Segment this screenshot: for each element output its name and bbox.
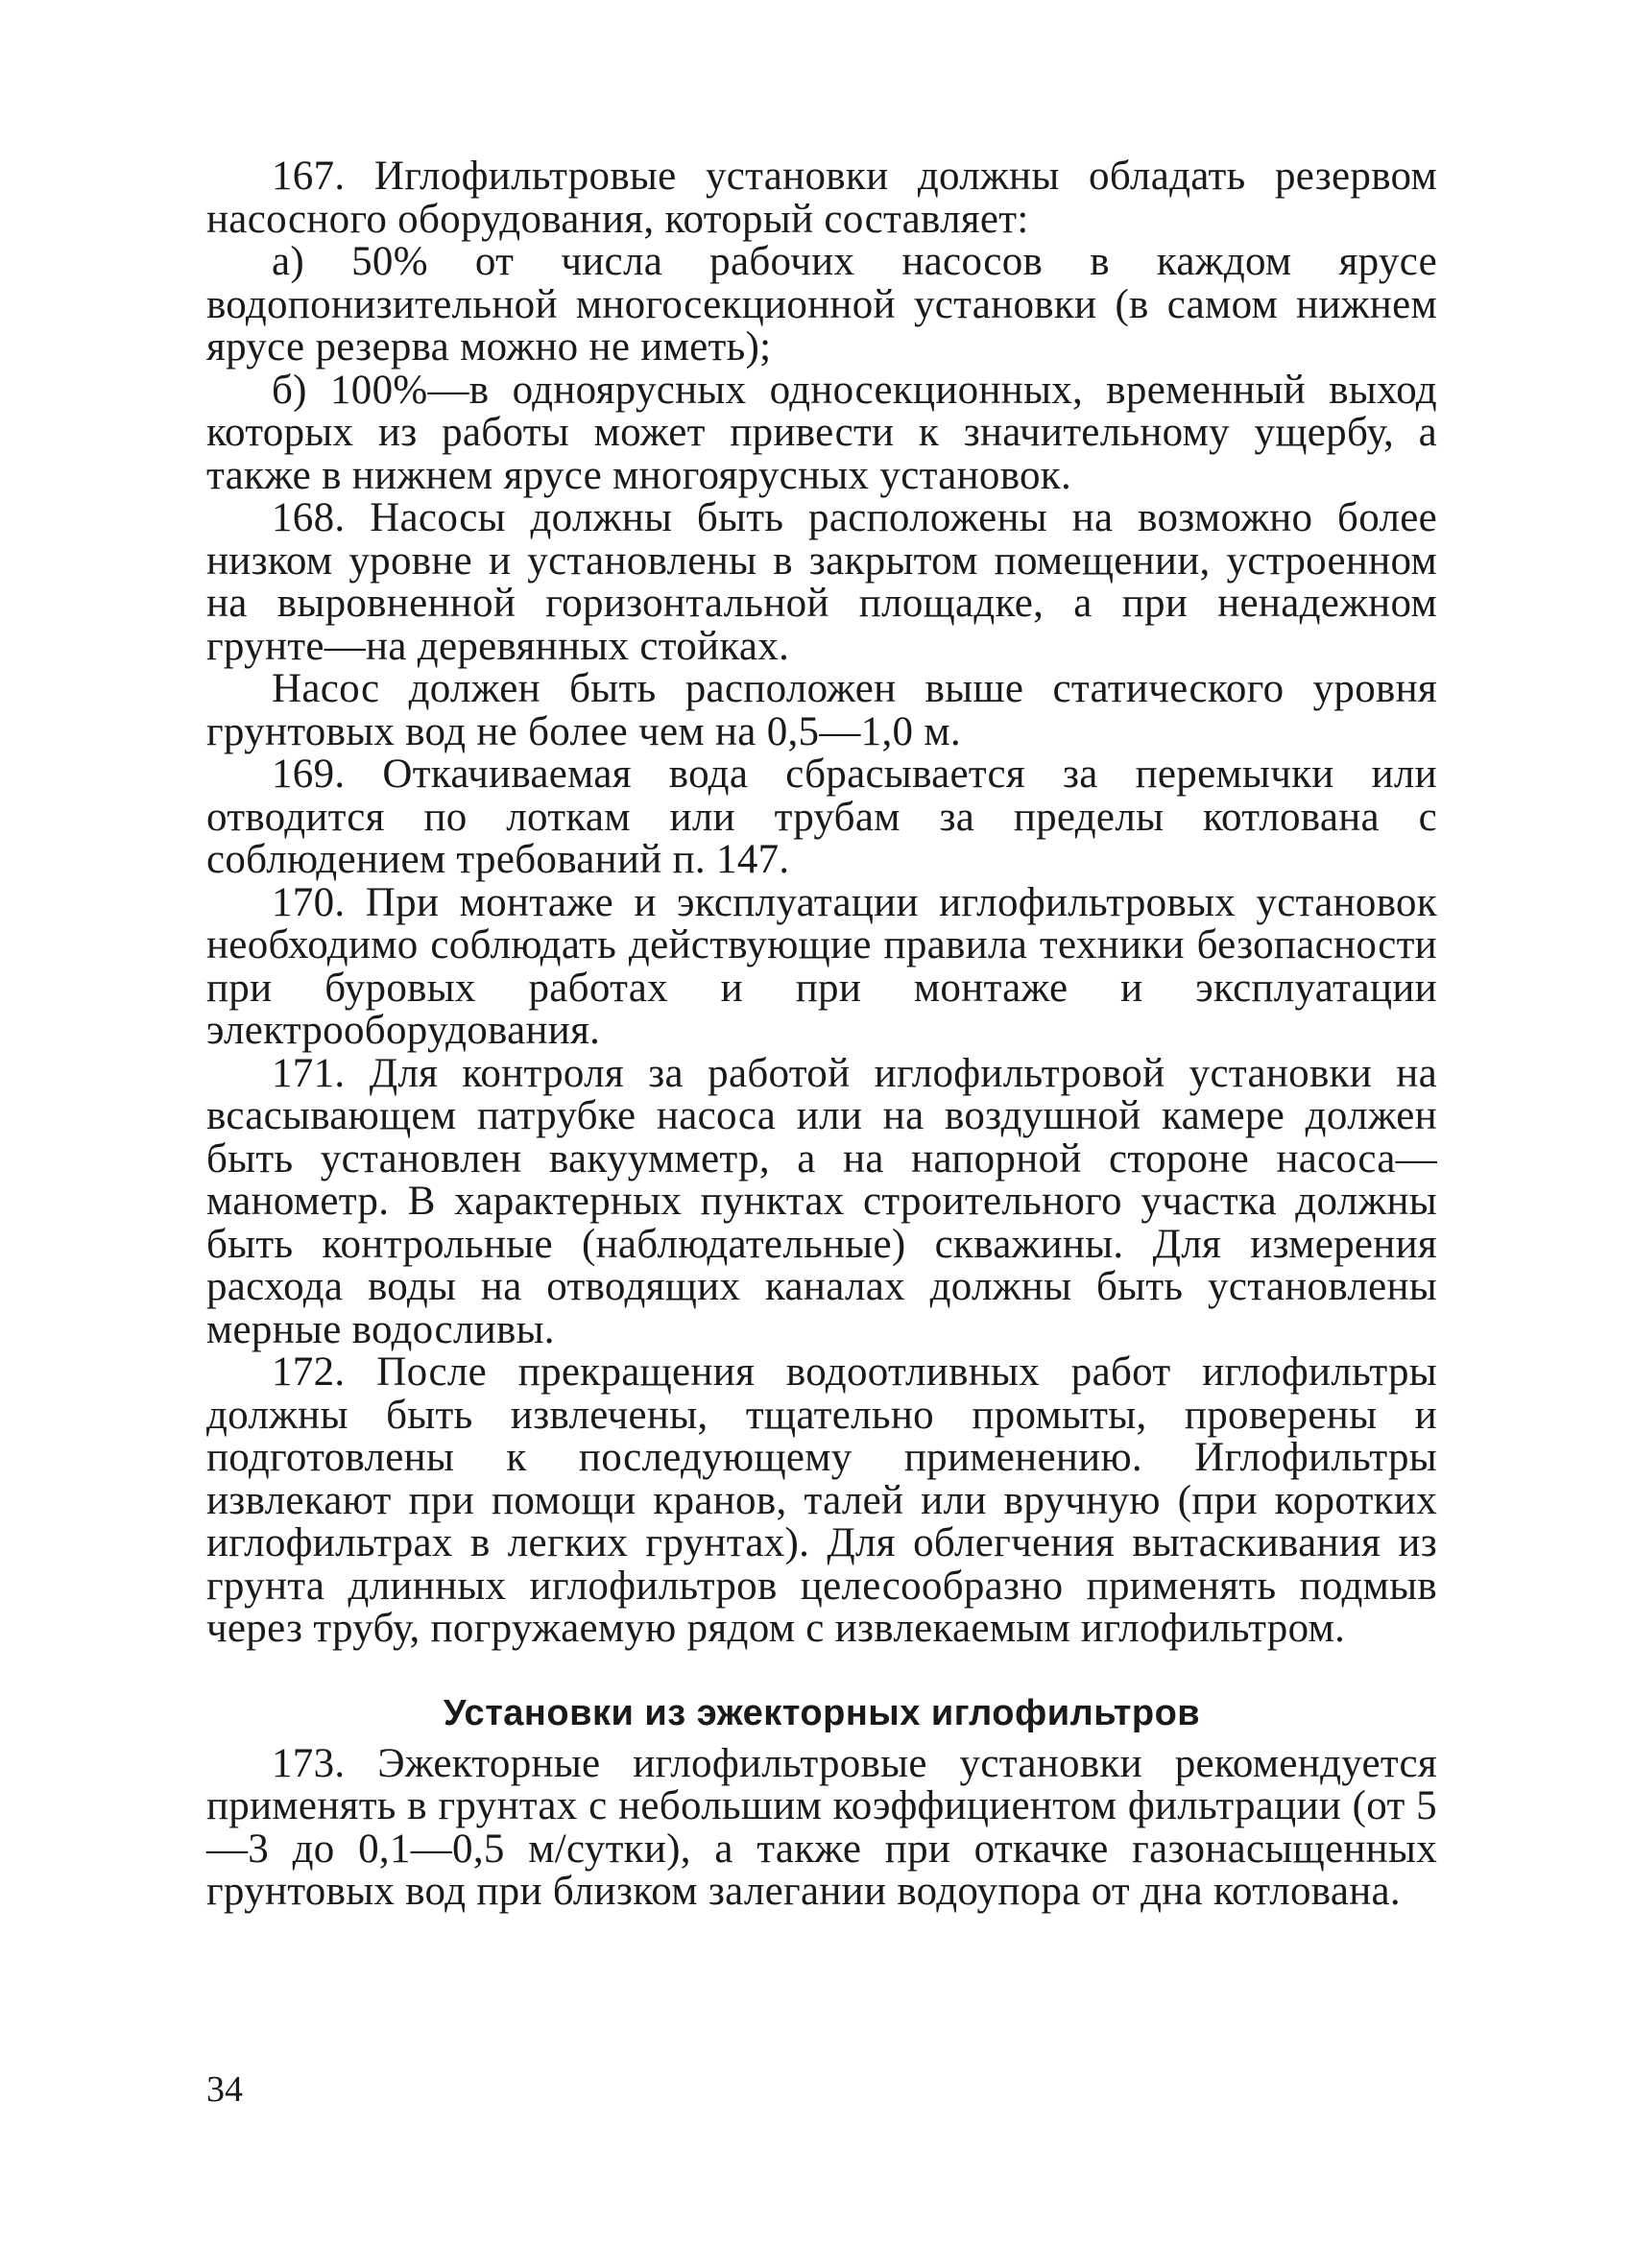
paragraph-168-pump: Насос должен быть расположен выше статического уровня грунтовых вод не более чем на 0,5—1,0 м. [206,666,1437,754]
page-number: 34 [206,2069,243,2110]
paragraph-167b: б) 100%—в одноярусных односекционных, временный выход которых из работы может привести к значительному ущербу, а также в нижнем ярусе многоярусных установок. [206,367,1437,498]
paragraph-172: 172. После прекращения водоотливных работ иглофильтры должны быть извлечены, тщательно промыты, проверены и подготовлены к последующему применению. Иглофильтры извлекают при помощи кранов, талей или вручную (при коротких иглофильтрах в легких грунтах). Для облегчения вытаскивания из грунта длинных иглофильтров целесообразно применять подмыв через трубу, погружаемую рядом с извлекаемым иглофильтром. [206,1349,1437,1651]
paragraph-170: 170. При монтаже и эксплуатации иглофильтровых установок необходимо соблюдать действующие правила техники безопасности при буровых работах и при монтаже и эксплуатации электрооборудования. [206,879,1437,1053]
paragraph-171: 171. Для контроля за работой иглофильтровой установки на всасывающем патрубке насоса или на воздушной камере должен быть установлен вакуумметр, а на напорной стороне насоса—манометр. В характерных пунктах строительного участка должны быть контрольные (наблюдательные) скважины. Для измерения расхода воды на отводящих каналах должны быть установлены мерные водосливы. [206,1050,1437,1352]
paragraph-173: 173. Эжекторные иглофильтровые установки рекомендуется применять в грунтах с небольшим коэффициентом фильтрации (от 5—3 до 0,1—0,5 м/сутки), а также при откачке газонасыщенных грунтовых вод при близком залегании водоупора от дна котлована. [206,1740,1437,1914]
paragraph-169: 169. Откачиваемая вода сбрасывается за перемычки или отводится по лоткам или трубам за пределы котлована с соблюдением требований п. 147. [206,752,1437,882]
paragraph-167a: а) 50% от числа рабочих насосов в каждом ярусе водопонизительной многосекционной установки (в самом нижнем ярусе резерва можно не иметь); [206,239,1437,370]
page-body [206,155,1437,1914]
paragraph-168: 168. Насосы должны быть расположены на возможно более низком уровне и установлены в закрытом помещении, устроенном на выровненной горизонтальной площадке, а при ненадежном грунте—на деревянных стойках. [206,495,1437,669]
paragraph-167: 167. Иглофильтровые установки должны обладать резервом насосного оборудования, который составляет: [206,154,1437,242]
section-heading: Установки из эжекторных иглофильтров [443,1692,1201,1733]
